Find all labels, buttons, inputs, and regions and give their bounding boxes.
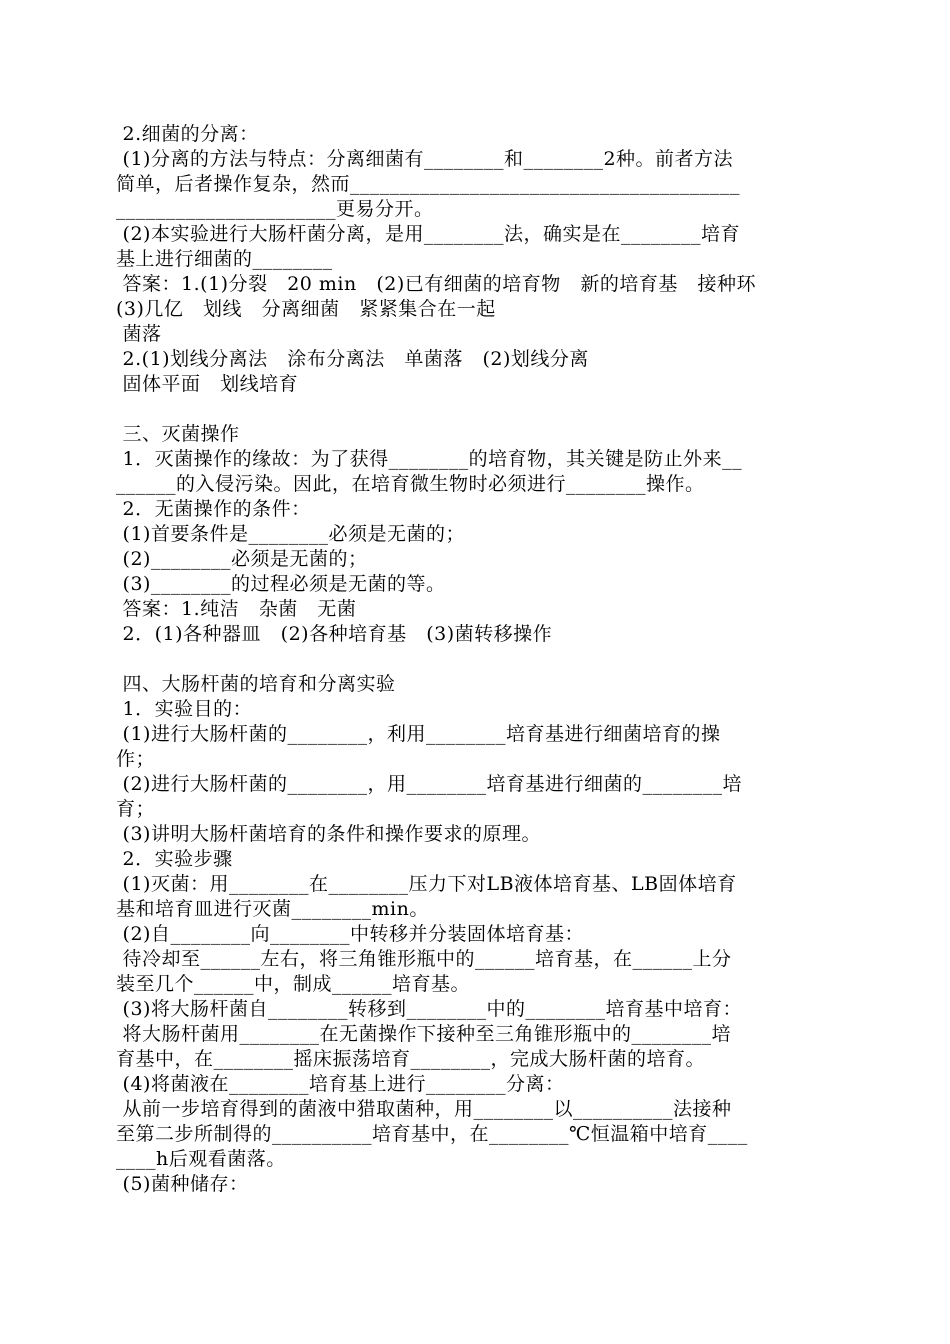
text-line: 2．无菌操作的条件： [116, 498, 311, 520]
text-line: (3)________的过程必须是无菌的等。 [116, 573, 446, 595]
text-line: ____h后观看菌落。 [116, 1148, 286, 1170]
text-line: 育基中，在________摇床振荡培育________，完成大肠杆菌的培育。 [116, 1048, 706, 1070]
section-heading: 四、大肠杆菌的培育和分离实验 [116, 673, 396, 695]
blank-line [116, 397, 832, 422]
text-line: (2)________必须是无菌的； [116, 548, 368, 570]
text-line: (1)进行大肠杆菌的________，利用________培育基进行细菌培育的操 [116, 723, 721, 745]
text-line: 1．实验目的： [116, 698, 253, 720]
text-line: 作； [116, 748, 156, 770]
text-line: 待冷却至______左右，将三角锥形瓶中的______培育基，在______上分 [116, 948, 732, 970]
document-body [116, 122, 832, 1197]
text-line: (1)灭菌：用________在________压力下对LB液体培育基、LB固体培育 [116, 873, 737, 895]
text-line: 2．实验步骤 [116, 848, 233, 870]
text-line: (4)将菌液在________培育基上进行________分离： [116, 1073, 565, 1095]
text-line: (2)本实验进行大肠杆菌分离，是用________法，确实是在________培育 [116, 223, 740, 245]
text-line: 基上进行细菌的________ [116, 248, 333, 270]
text-line: 育； [116, 798, 156, 820]
text-line: (3)将大肠杆菌自________转移到________中的________培育基中培育： [116, 998, 742, 1020]
text-line: (2)进行大肠杆菌的________，用________培育基进行细菌的________培 [116, 773, 742, 795]
text-line: (2)自________向________中转移并分装固体培育基： [116, 923, 584, 945]
text-line: 2.细菌的分离： [116, 123, 259, 145]
answer-line: 答案：1.(1)分裂 20 min (2)已有细菌的培育物 新的培育基 接种环 [116, 273, 757, 295]
text-line: (5)菌种储存： [116, 1173, 249, 1195]
text-line: 至第二步所制得的__________培育基中，在________℃恒温箱中培育____ [116, 1123, 748, 1145]
blank-line [116, 647, 832, 672]
text-line: 装至几个______中，制成______培育基。 [116, 973, 471, 995]
answer-line: 2.(1)划线分离法 涂布分离法 单菌落 (2)划线分离 [116, 348, 589, 370]
text-line: (1)首要条件是________必须是无菌的； [116, 523, 465, 545]
text-line: 基和培育皿进行灭菌________min。 [116, 898, 429, 920]
text-line: 简单，后者操作复杂，然而_______________________________________ [116, 173, 741, 195]
answer-line: (3)几亿 划线 分离细菌 紧紧集合在一起 [116, 298, 496, 320]
text-line: 将大肠杆菌用________在无菌操作下接种至三角锥形瓶中的________培 [116, 1023, 732, 1045]
section-heading: 三、灭菌操作 [116, 423, 240, 445]
answer-line: 答案：1.纯洁 杂菌 无菌 [116, 598, 357, 620]
answer-line: 菌落 [116, 323, 162, 345]
text-line: ______的入侵污染。因此，在培育微生物时必须进行________操作。 [116, 473, 705, 495]
text-line: 1．灭菌操作的缘故：为了获得________的培育物，其关键是防止外来__ [116, 448, 743, 470]
text-line: (1)分离的方法与特点：分离细菌有________和________2种。前者方法 [116, 148, 734, 170]
text-line: (3)讲明大肠杆菌培育的条件和操作要求的原理。 [116, 823, 541, 845]
answer-line: 固体平面 划线培育 [116, 373, 299, 395]
text-line: 从前一步培育得到的菌液中猎取菌种，用________以__________法接种 [116, 1098, 732, 1120]
text-line: ______________________更易分开。 [116, 198, 434, 220]
answer-line: 2．(1)各种器皿 (2)各种培育基 (3)菌转移操作 [116, 623, 553, 645]
